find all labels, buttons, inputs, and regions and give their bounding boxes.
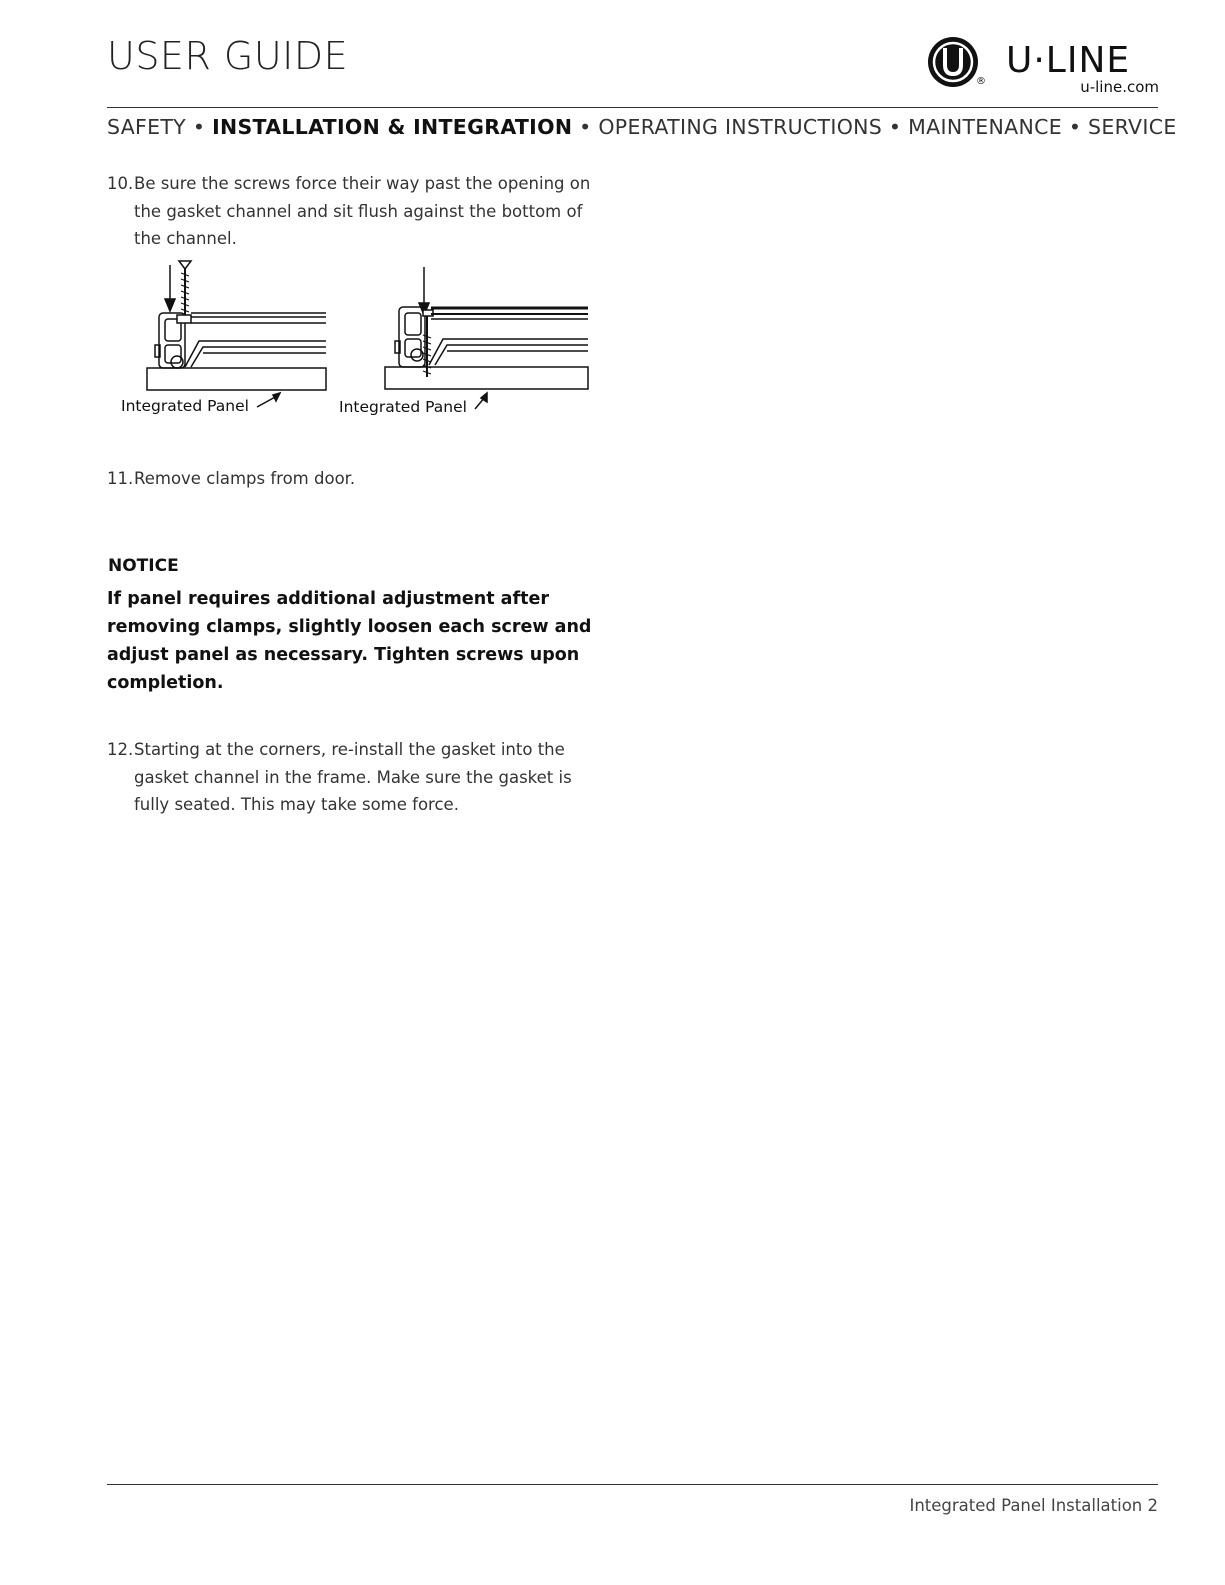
registered-mark: ® [976, 76, 986, 87]
step-11 [107, 465, 597, 493]
step-number: 12. [107, 740, 134, 759]
logo-url: u-line.com [1080, 78, 1159, 96]
nav-item-service: SERVICE [1088, 115, 1177, 139]
nav-item-safety: SAFETY [107, 115, 187, 139]
right-diagram-label: Integrated Panel [339, 398, 467, 416]
step-number: 11. [107, 469, 134, 488]
section-nav [107, 115, 1177, 139]
nav-separator: • [579, 115, 592, 139]
footer-divider [107, 1484, 1158, 1485]
nav-item-installation-integration: INSTALLATION & INTEGRATION [212, 115, 573, 139]
nav-separator: • [1068, 115, 1082, 139]
page-header-title: USER GUIDE [107, 34, 349, 78]
notice-title: NOTICE [108, 556, 179, 576]
header-divider [107, 107, 1158, 108]
step-10 [107, 170, 597, 253]
nav-separator: • [192, 115, 206, 139]
step-12 [107, 736, 597, 819]
notice-body: If panel requires additional adjustment after removing clamps, slightly loosen each screw and adjust panel as necessary. Tighten screws upon completion. [107, 589, 592, 693]
screw-installation-diagram [113, 255, 593, 430]
step-text: Be sure the screws force their way past the opening on the gasket channel and sit flush against the bottom of the channel. [134, 174, 591, 248]
left-diagram-label: Integrated Panel [121, 397, 249, 415]
nav-separator: • [888, 115, 902, 139]
step-text: Starting at the corners, re-install the gasket into the gasket channel in the frame. Make sure the gasket is fully seated. This may take some force. [134, 740, 572, 814]
step-text: Remove clamps from door. [134, 469, 356, 488]
logo-wordmark: U·LINE [1006, 40, 1131, 81]
left-diagram [147, 261, 326, 407]
nav-item-operating-instructions: OPERATING INSTRUCTIONS [598, 115, 883, 139]
step-number: 10. [107, 174, 134, 193]
right-diagram [385, 267, 588, 409]
nav-item-maintenance: MAINTENANCE [908, 115, 1062, 139]
page-footer: Integrated Panel Installation 2 [909, 1496, 1158, 1515]
